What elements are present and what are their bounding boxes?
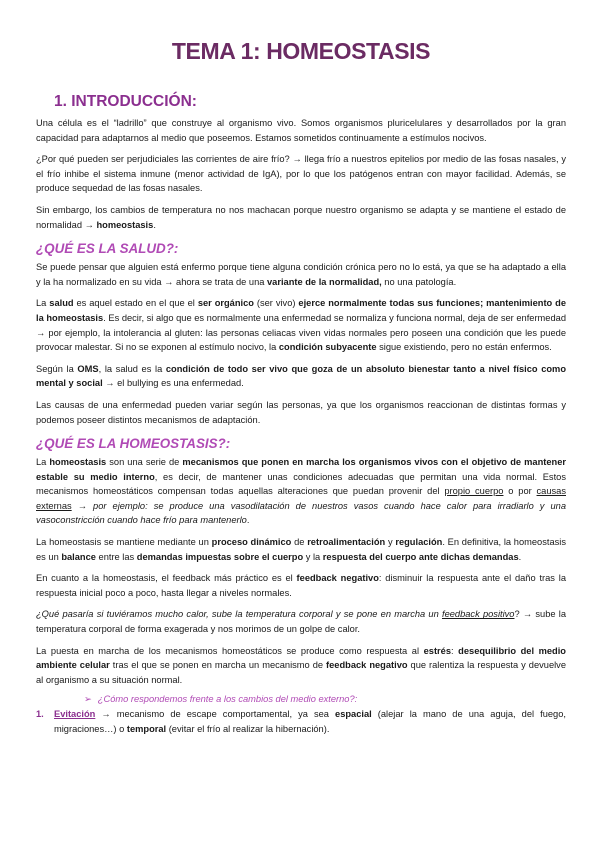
numbered-item-1: 1. Evitación → mecanismo de escape comportamental, ya sea espacial (alejar la mano de una aguja, del fuego, migraciones…) o temporal (evitar el frío al realizar la hibernación). [36,709,566,734]
intro-paragraph-2: ¿Por qué pueden ser perjudiciales las corrientes de aire frío? → llega frío a nuestros epitelios por medio de las fosas nasales, y el frío inhibe el sistema inmune (menor actividad de IgA), por lo que los patógenos entran con mayor facilidad. Además, se produce sequedad de las fosas nasales. [36,154,566,194]
section-heading-salud: ¿QUÉ ES LA SALUD?: [36,241,179,257]
intro-paragraph-3: Sin embargo, los cambios de temperatura no nos machacan porque nuestro organismo se adapta y se mantiene el estado de normalidad → homeostasis. [36,204,566,230]
homeostasis-paragraph-5: La puesta en marcha de los mecanismos homeostáticos se produce como respuesta al estrés: desequilibrio del medio ambiente celular tras el que se ponen en marcha un mecanismo de feedback negativo que ralentiza la respuesta y devuelve al organismo a su situación normal. [36,645,567,685]
salud-paragraph-1: Se puede pensar que alguien está enfermo porque tiene alguna condición crónica pero no lo está, ya que se ha adaptado a ella y la ha normalizado en su vida → ahora se trata de una variante de la normalidad, no una patología. [36,262,566,287]
sub-question: ➢ ¿Cómo respondemos frente a los cambios del medio externo?: [84,694,358,705]
homeostasis-paragraph-4: ¿Qué pasaría si tuviéramos mucho calor, sube la temperatura corporal y se pone en marcha un feedback positivo? → sube la temperatura corporal de forma exagerada y nos morimos de un golpe de calor. [36,609,566,635]
salud-paragraph-4: Las causas de una enfermedad pueden variar según las personas, ya que los organismos reaccionan de distintas formas y podemos poseer distintos mecanismos de adaptación. [36,399,566,425]
homeostasis-paragraph-1: La homeostasis son una serie de mecanismos que ponen en marcha los organismos vivos con el objetivo de mantener estable su medio interno, es decir, de mantener unas condiciones adecuadas que permitan una vida normal. Estos mecanismos homeostáticos compensan todas aquellas alteraciones que puedan provenir del propio cuerpo o por causas externas → por ejemplo: se produce una vasodilatación de nuestros vasos cuando hace calor para irradiarlo y una vasoconstricción cuando hace frío para mantenerlo. [36,457,566,526]
salud-paragraph-2: La salud es aquel estado en el que el ser orgánico (ser vivo) ejerce normalmente todas sus funciones; mantenimiento de la homeostasis. Es decir, si algo que es normalmente una enfermedad se normaliza y funciona normal, deja de ser enfermedad → por ejemplo, la intolerancia al gluten: las personas celiacas viven vidas normales pero poseen una condición que les puede provocar malestar. Si no se exponen al estímulo nocivo, la condición subyacente sigue existiendo, pero no están enfermos. [36,298,567,353]
intro-paragraph-1: Una célula es el “ladrillo” que construye al organismo vivo. Somos organismos pluricelulares y desarrollados por la gran capacidad para adaptarnos al medio que poseemos. Estamos sometidos continuamente a estímulos nocivos. [36,118,566,143]
document-title: TEMA 1: HOMEOSTASIS [171,38,431,64]
arrowhead-bullet-icon: ➢ [84,694,92,705]
homeostasis-paragraph-3: En cuanto a la homeostasis, el feedback más práctico es el feedback negativo: disminuir la respuesta ante el daño tras la respuesta inicial poco a poco, hasta llegar a niveles normales. [36,573,566,598]
section-heading-homeostasis: ¿QUÉ ES LA HOMEOSTASIS?: [36,436,231,452]
salud-paragraph-3: Según la OMS, la salud es la condición de todo ser vivo que goza de un absoluto bienestar tanto a nivel físico como mental y social → el bullying es una enfermedad. [36,363,567,389]
item-number: 1. [36,709,44,720]
section-heading-introduccion: 1. INTRODUCCIÓN: [54,93,197,110]
homeostasis-paragraph-2: La homeostasis se mantiene mediante un proceso dinámico de retroalimentación y regulación. En definitiva, la homeostasis es un balance entre las demandas impuestas sobre el cuerpo y la respuesta del cuerpo ante dichas demandas. [36,537,566,562]
